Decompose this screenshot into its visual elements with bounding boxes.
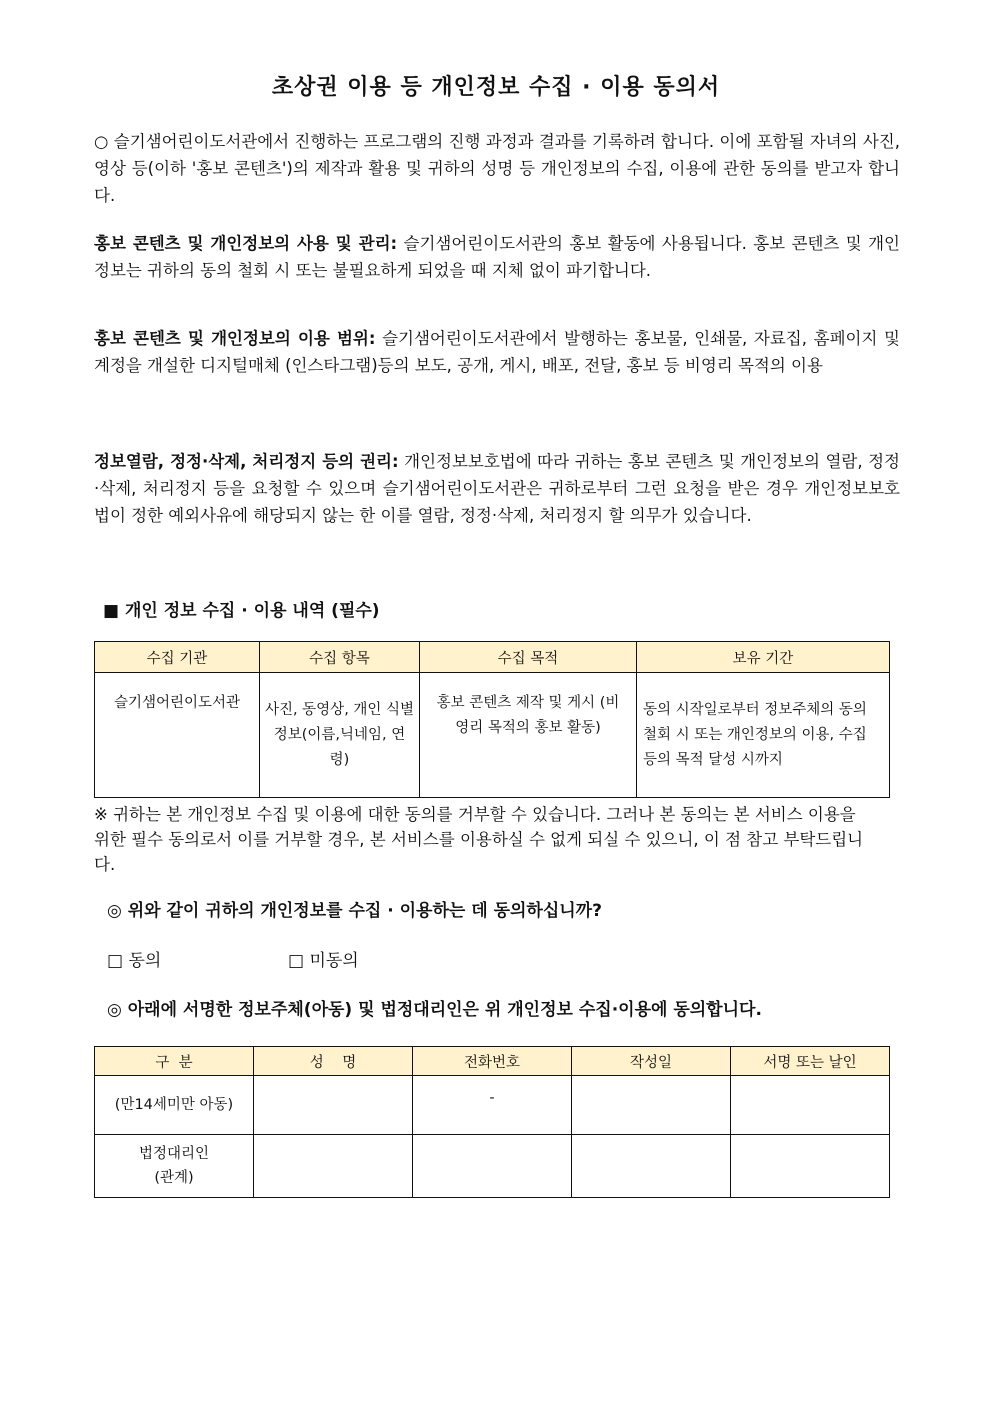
intro-paragraph: ○ 슬기샘어린이도서관에서 진행하는 프로그램의 진행 과정과 결과를 기록하려 합니다. 이에 포함될 자녀의 사진, 영상 등(이하 '홍보 콘텐츠')의 제작과 활용 및 귀하의 성명 등 개인정보의 수집, 이용에 관한 동의를 받고자 합니다. — [94, 132, 900, 205]
section-heading: 홍보 콘텐츠 및 개인정보의 이용 범위: — [94, 329, 376, 348]
section-heading: 홍보 콘텐츠 및 개인정보의 사용 및 관리: — [94, 234, 398, 253]
cell-items: 사진, 동영상, 개인 식별정보(이름,닉네임, 연령) — [260, 673, 420, 798]
signature-statement: ◎ 아래에 서명한 정보주체(아동) 및 법정대리인은 위 개인정보 수집·이용에 동의합니다. — [107, 1000, 762, 1020]
header-purpose: 수집 목적 — [420, 642, 637, 673]
refusal-notice: ※ 귀하는 본 개인정보 수집 및 이용에 대한 동의를 거부할 수 있습니다. 그러나 본 동의는 본 서비스 이용을 위한 필수 동의로서 이를 거부할 경우, 본 서비스를 이용하실 수 없게 되실 수 있으니, 이 점 참고 부탁드립니다. — [94, 805, 864, 874]
table-row — [95, 1135, 890, 1198]
table-header-row — [95, 642, 890, 673]
table-row — [95, 673, 890, 798]
disagree-checkbox[interactable]: □ 미동의 — [288, 951, 359, 971]
header-signature: 서명 또는 날인 — [731, 1047, 890, 1076]
collection-table — [94, 641, 890, 798]
signature-field[interactable] — [731, 1135, 890, 1198]
date-field[interactable] — [572, 1076, 731, 1135]
name-field[interactable] — [254, 1076, 413, 1135]
section-heading: 정보열람, 정정·삭제, 처리정지 등의 권리: — [94, 452, 399, 471]
section-body: 개인정보보호법에 따라 귀하는 홍보 콘텐츠 및 개인정보의 열람, 정정·삭제, 처리정지 등을 요청할 수 있으며 슬기샘어린이도서관은 귀하로부터 그런 요청을 받은 경우 개인정보보호법이 정한 예외사유에 해당되지 않는 한 이를 열람, 정정·삭제, 처리정지 할 의무가 있습니다. — [94, 452, 900, 525]
section-body: 슬기샘어린이도서관에서 발행하는 홍보물, 인쇄물, 자료집, 홈페이지 및 계정을 개설한 디지털매체 (인스타그램)등의 보도, 공개, 게시, 배포, 전달, 홍보 등 비영리 목적의 이용 — [94, 329, 900, 375]
table-row — [95, 1076, 890, 1135]
guardian-relation-label: (관계) — [154, 1170, 194, 1186]
collection-heading: ■ 개인 정보 수집 · 이용 내역 (필수) — [103, 601, 380, 621]
phone-field[interactable]: - — [413, 1076, 572, 1135]
name-field[interactable] — [254, 1135, 413, 1198]
row-label-guardian — [95, 1135, 254, 1198]
date-field[interactable] — [572, 1135, 731, 1198]
header-date: 작성일 — [572, 1047, 731, 1076]
row-label-child: (만14세미만 아동) — [95, 1076, 254, 1135]
section-body: 슬기샘어린이도서관의 홍보 활동에 사용됩니다. 홍보 콘텐츠 및 개인 정보는 귀하의 동의 철회 시 또는 불필요하게 되었을 때 지체 없이 파기합니다. — [94, 234, 900, 280]
header-retention: 보유 기간 — [637, 642, 890, 673]
header-phone: 전화번호 — [413, 1047, 572, 1076]
header-name: 성 명 — [254, 1047, 413, 1076]
signature-field[interactable] — [731, 1076, 890, 1135]
signature-table — [94, 1046, 890, 1198]
guardian-label: 법정대리인 — [138, 1146, 210, 1162]
consent-question: ◎ 위와 같이 귀하의 개인정보를 수집 · 이용하는 데 동의하십니까? — [107, 901, 602, 921]
header-collector: 수집 기관 — [95, 642, 260, 673]
cell-purpose: 홍보 콘텐츠 제작 및 게시 (비영리 목적의 홍보 활동) — [420, 673, 637, 798]
table-header-row — [95, 1047, 890, 1076]
section-usage-scope — [94, 325, 900, 379]
section-usage-management — [94, 230, 900, 284]
agree-checkbox[interactable]: □ 동의 — [107, 951, 162, 971]
header-items: 수집 항목 — [260, 642, 420, 673]
document-title: 초상권 이용 등 개인정보 수집 · 이용 동의서 — [271, 75, 721, 100]
cell-collector: 슬기샘어린이도서관 — [95, 673, 260, 798]
header-category: 구 분 — [95, 1047, 254, 1076]
phone-field[interactable] — [413, 1135, 572, 1198]
section-rights — [94, 448, 900, 529]
cell-retention: 동의 시작일로부터 정보주체의 동의 철회 시 또는 개인정보의 이용, 수집 등의 목적 달성 시까지 — [637, 673, 890, 798]
